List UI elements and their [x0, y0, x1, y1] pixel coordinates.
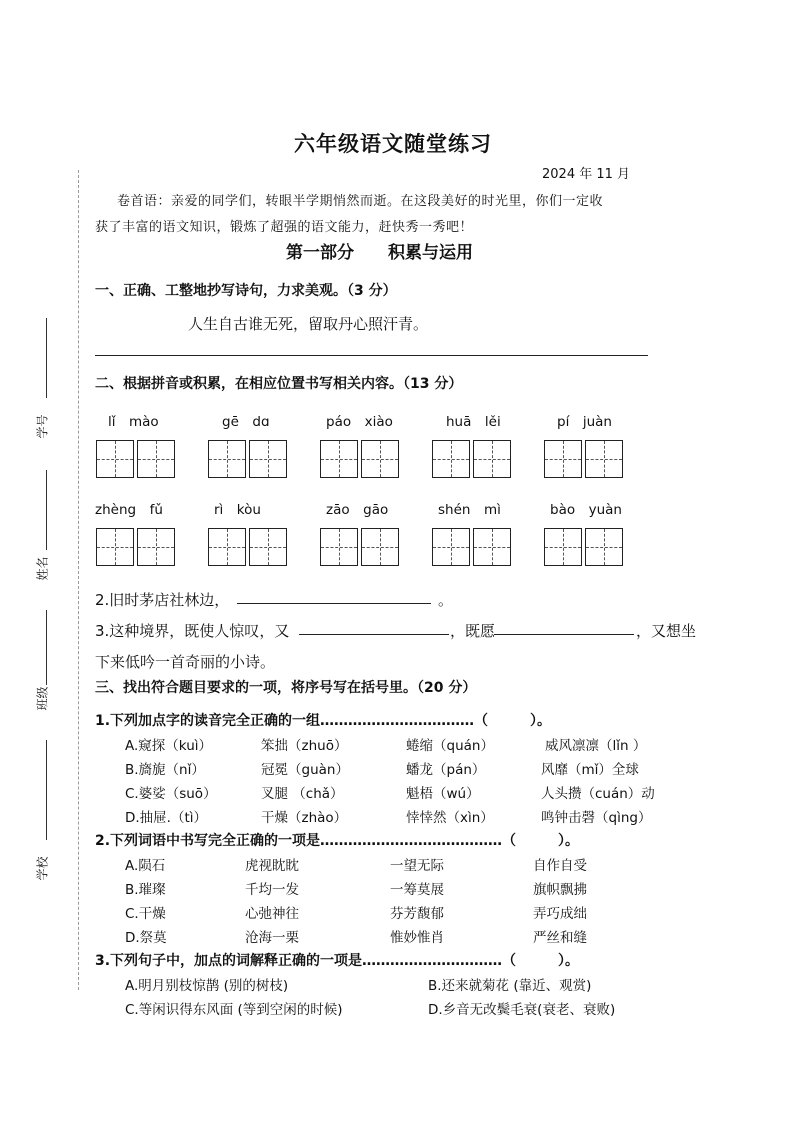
question-2-blank[interactable]	[237, 603, 431, 604]
question-3-blank-2[interactable]	[494, 634, 634, 635]
writing-cell[interactable]	[249, 440, 287, 478]
mc-option[interactable]: B.还来就菊花 (靠近、观赏)	[428, 978, 592, 994]
question-3-text-b: ，既愿	[450, 622, 496, 640]
student-id-label: 学号	[35, 414, 50, 439]
writing-grid-pair[interactable]	[320, 440, 399, 478]
pinyin-label: shén mì	[438, 502, 501, 518]
mc-option[interactable]: 蜷缩（quán）	[406, 738, 494, 754]
page-title: 六年级语文随堂练习	[294, 132, 492, 156]
intro-line-2: 获了丰富的语文知识，锻炼了超强的语文能力，赶快秀一秀吧！	[95, 220, 474, 235]
mc-option[interactable]: 心弛神往	[245, 906, 299, 922]
name-line	[46, 470, 47, 550]
writing-cell[interactable]	[473, 528, 511, 566]
mc-option[interactable]: 沧海一栗	[245, 930, 299, 946]
mc-option[interactable]: 弄巧成绌	[533, 906, 587, 922]
writing-grid-pair[interactable]	[96, 528, 175, 566]
writing-cell[interactable]	[361, 440, 399, 478]
poem-line: 人生自古谁无死，留取丹心照汗青。	[188, 315, 429, 333]
writing-grid-pair[interactable]	[432, 528, 511, 566]
pinyin-label: gē dɑ	[222, 414, 270, 430]
writing-grid-pair[interactable]	[96, 440, 175, 478]
question-3-text-c: ，又想坐	[636, 622, 697, 640]
writing-cell[interactable]	[585, 528, 623, 566]
mc-option[interactable]: C.等闲识得东风面 (等到空闲的时候)	[125, 1002, 343, 1018]
mc-question-stem: 3.下列句子中，加点的词解释正确的一项是…………………………（ ）。	[95, 953, 580, 969]
mc-option[interactable]: 芬芳馥郁	[390, 906, 444, 922]
mc-option[interactable]: 一望无际	[390, 858, 444, 874]
mc-option[interactable]: 干燥（zhào）	[261, 810, 348, 826]
intro-line-1: 卷首语：亲爱的同学们，转眼半学期悄然而逝。在这段美好的时光里，你们一定收	[117, 194, 604, 209]
writing-grid-pair[interactable]	[432, 440, 511, 478]
writing-cell[interactable]	[96, 440, 134, 478]
writing-cell[interactable]	[320, 528, 358, 566]
writing-cell[interactable]	[432, 528, 470, 566]
writing-cell[interactable]	[585, 440, 623, 478]
question-3-blank-1[interactable]	[299, 634, 449, 635]
mc-question-stem: 2.下列词语中书写完全正确的一项是…………………………………（ ）。	[95, 833, 580, 849]
exam-date: 2024 年 11 月	[542, 167, 631, 182]
section-3-heading: 三、找出符合题目要求的一项，将序号写在括号里。（20 分）	[95, 680, 477, 696]
writing-cell[interactable]	[249, 528, 287, 566]
writing-grid-pair[interactable]	[320, 528, 399, 566]
writing-cell[interactable]	[432, 440, 470, 478]
writing-grid-pair[interactable]	[544, 440, 623, 478]
writing-grid-pair[interactable]	[208, 528, 287, 566]
copy-answer-line[interactable]	[95, 355, 648, 356]
pinyin-label: rì kòu	[214, 502, 261, 518]
school-label: 学校	[35, 856, 50, 881]
mc-option[interactable]: 魁梧（wú）	[406, 786, 480, 802]
mc-option[interactable]: D.祭莫	[125, 930, 167, 946]
question-2-end: 。	[438, 591, 454, 609]
pinyin-label: bào yuàn	[550, 502, 622, 518]
mc-option[interactable]: 威风凛凛（lǐn ）	[545, 738, 647, 754]
mc-option[interactable]: 人头攒（cuán）动	[541, 786, 655, 802]
mc-option[interactable]: 自作自受	[533, 858, 587, 874]
mc-option[interactable]: D.抽屉.（tì）	[125, 810, 208, 826]
section-2-heading: 二、根据拼音或积累，在相应位置书写相关内容。（13 分）	[95, 376, 463, 392]
writing-grid-pair[interactable]	[544, 528, 623, 566]
pinyin-label: páo xiào	[326, 414, 393, 430]
student-id-line	[46, 318, 47, 398]
mc-option[interactable]: C.婆娑（suō）	[125, 786, 217, 802]
pinyin-label: lǐ mào	[108, 414, 159, 430]
mc-option[interactable]: 风靡（mǐ）全球	[541, 762, 639, 778]
writing-cell[interactable]	[96, 528, 134, 566]
pinyin-label: zhèng fǔ	[95, 502, 163, 518]
writing-cell[interactable]	[137, 528, 175, 566]
writing-cell[interactable]	[320, 440, 358, 478]
writing-cell[interactable]	[137, 440, 175, 478]
mc-option[interactable]: B.璀璨	[125, 882, 166, 898]
mc-option[interactable]: 严丝和缝	[533, 930, 587, 946]
mc-option[interactable]: 蟠龙（pán）	[406, 762, 486, 778]
mc-option[interactable]: 冠冕（guàn）	[261, 762, 349, 778]
writing-cell[interactable]	[544, 528, 582, 566]
class-label: 班级	[35, 686, 50, 711]
mc-option[interactable]: C.干燥	[125, 906, 166, 922]
writing-grid-pair[interactable]	[208, 440, 287, 478]
binding-dashed-line	[78, 170, 79, 990]
mc-option[interactable]: A.明月别枝惊鹊 (别的树枝)	[125, 978, 289, 994]
writing-cell[interactable]	[544, 440, 582, 478]
mc-option[interactable]: A.陨石	[125, 858, 166, 874]
mc-option[interactable]: 笨拙（zhuō）	[261, 738, 348, 754]
class-line	[46, 610, 47, 685]
mc-option[interactable]: 千均一发	[245, 882, 299, 898]
mc-option[interactable]: 惟妙惟肖	[390, 930, 444, 946]
mc-question-stem: 1.下列加点字的读音完全正确的一组……………………………（ ）。	[95, 713, 552, 729]
question-3-text-a: 3.这种境界，既使人惊叹，又	[95, 622, 290, 640]
mc-option[interactable]: D.乡音无改鬓毛衰(衰老、衰败)	[428, 1002, 616, 1018]
mc-option[interactable]: 虎视眈眈	[245, 858, 299, 874]
writing-cell[interactable]	[208, 440, 246, 478]
pinyin-label: huā lěi	[446, 414, 501, 430]
pinyin-label: zāo gāo	[326, 502, 389, 518]
writing-cell[interactable]	[473, 440, 511, 478]
mc-option[interactable]: 一筹莫展	[390, 882, 444, 898]
mc-option[interactable]: A.窥探（kuì）	[125, 738, 212, 754]
writing-cell[interactable]	[361, 528, 399, 566]
school-line	[46, 740, 47, 840]
mc-option[interactable]: 叉腿 （chǎ）	[261, 786, 344, 802]
writing-cell[interactable]	[208, 528, 246, 566]
mc-option[interactable]: 悻悻然（xìn）	[406, 810, 494, 826]
section-1-heading: 一、正确、工整地抄写诗句，力求美观。（3 分）	[95, 283, 397, 299]
part-one-title: 第一部分 积累与运用	[286, 243, 473, 263]
question-3-text-d: 下来低吟一首奇丽的小诗。	[95, 653, 276, 671]
question-2-text: 2.旧时茅店社林边，	[95, 591, 230, 609]
name-label: 姓名	[35, 556, 50, 581]
pinyin-label: pí juàn	[557, 414, 612, 430]
mc-option[interactable]: 鸣钟击磬（qìng）	[541, 810, 652, 826]
mc-option[interactable]: B.旖旎（nǐ）	[125, 762, 205, 778]
mc-option[interactable]: 旗帜飘拂	[533, 882, 587, 898]
